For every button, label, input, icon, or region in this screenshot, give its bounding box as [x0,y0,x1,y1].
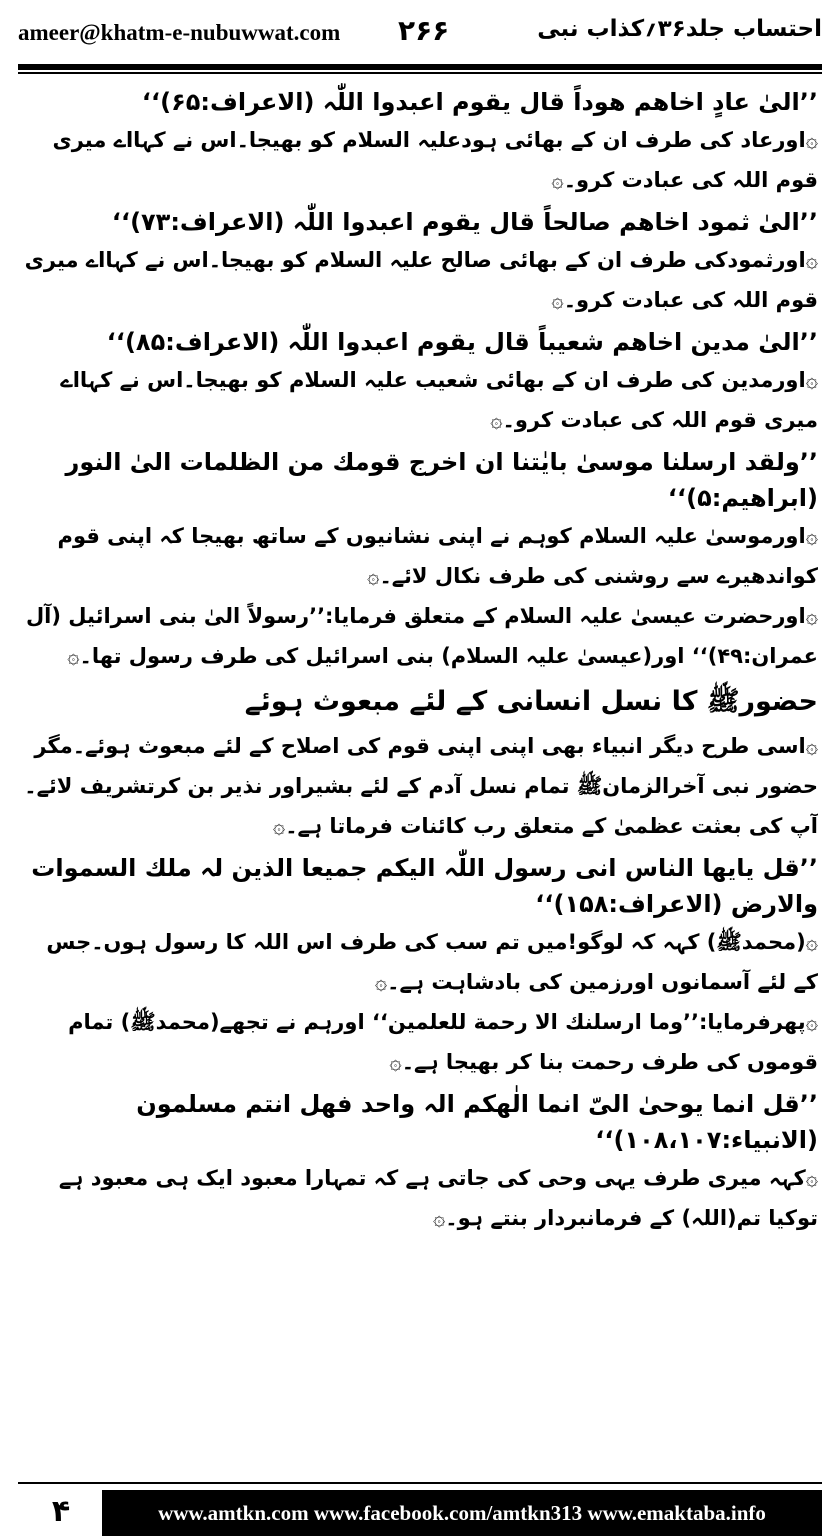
ornament-icon: ۞ [367,564,380,588]
block-text: اورحضرت عیسیٰ علیہ السلام کے متعلق فرمایا:’’رسولاً الیٰ بنی اسرائیل (آل عمران:۴۹)‘‘ اور(عیسیٰ علیہ السلام) بنی اسرائیل کی طرف رسول تھا۔ [25,604,818,668]
arabic-verse [22,204,818,240]
ornament-icon: ۞ [805,1166,818,1190]
urdu-translation [22,1002,818,1082]
urdu-translation [22,516,818,596]
block-text: اورعاد کی طرف ان کے بھائی ہودعلیہ السلام کو بھیجا۔اس نے کہااے میری قوم اللہ کی عبادت کرو۔ [52,128,818,192]
footer-links: www.amtkn.com www.facebook.com/amtkn313 www.emaktaba.info [102,1490,822,1536]
book-title: احتساب جلد۳۶؍کذاب نبی [537,16,822,42]
ornament-icon: ۞ [805,128,818,152]
urdu-translation [22,360,818,440]
block-text: ’’الیٰ عادٍ اخاھم ھوداً قال یقوم اعبدوا اللّٰہ (الاعراف:۶۵)‘‘ [141,88,818,116]
urdu-translation [22,1158,818,1238]
footer-rule [18,1482,822,1484]
page-footer [18,1482,822,1536]
page-content [22,80,818,1450]
ornament-icon: ۞ [805,734,818,758]
ornament-icon: ۞ [432,1206,446,1230]
ornament-icon: ۞ [805,248,818,272]
ornament-icon: ۞ [805,604,818,628]
ornament-icon: ۞ [389,1050,402,1074]
ornament-icon: ۞ [805,1010,818,1034]
block-text: ’’الیٰ ثمود اخاھم صالحاً قال یقوم اعبدوا اللّٰہ (الاعراف:۷۳)‘‘ [111,208,818,236]
urdu-translation [22,922,818,1002]
urdu-translation [22,596,818,676]
urdu-translation [22,726,818,846]
block-text: ’’قل یایھا الناس انی رسول اللّٰہ الیکم جمیعا الذین لہ ملك السموات والارض (الاعراف:۱۵۸)‘‘ [31,854,818,918]
footer-number: ۴ [51,1494,71,1529]
ornament-icon: ۞ [490,408,503,432]
block-text: ’’قل انما یوحیٰ الیّ انما الٰھکم الہ واحد فھل انتم مسلمون (الانبیاء:۱۰۸،۱۰۷)‘‘ [136,1090,818,1154]
block-text: اورموسیٰ علیہ السلام کوہم نے اپنی نشانیوں کے ساتھ بھیجا کہ اپنی قوم کواندھیرے سے روشنی کی طرف نکال لائے۔ [57,524,818,588]
ornament-icon: ۞ [805,524,818,548]
block-text: کہہ میری طرف یہی وحی کی جاتی ہے کہ تمہارا معبود ایک ہی معبود ہے توکیا تم(اللہ) کے فرمانبردار بنتے ہو۔ [58,1166,818,1230]
block-text: حضورﷺ کا نسل انسانی کے لئے مبعوث ہوئے [244,686,818,717]
urdu-translation [22,240,818,320]
arabic-verse [22,324,818,360]
page-header [18,0,822,70]
ornament-icon: ۞ [551,288,564,312]
header-email: ameer@khatm-e-nubuwwat.com [18,20,341,45]
section-heading [22,680,818,724]
arabic-verse [22,850,818,922]
urdu-translation [22,120,818,200]
header-rule-thick [18,64,822,70]
block-text: ’’الیٰ مدین اخاھم شعیباً قال یقوم اعبدوا اللّٰہ (الاعراف:۸۵)‘‘ [106,328,818,356]
block-text: ’’ولقد ارسلنا موسیٰ بایٰتنا ان اخرج قومك من الظلمات الیٰ النور (ابراھیم:۵)‘‘ [65,448,818,512]
ornament-icon: ۞ [805,368,818,392]
block-text: (محمدﷺ) کہہ کہ لوگو!میں تم سب کی طرف اس اللہ کا رسول ہوں۔جس کے لئے آسمانوں اورزمین کی بادشاہت ہے۔ [46,930,818,994]
arabic-verse [22,1086,818,1158]
block-text: اسی طرح دیگر انبیاء بھی اپنی اپنی قوم کی اصلاح کے لئے مبعوث ہوئے۔مگر حضور نبی آخرالزمانﷺ تمام نسل آدم کے لئے بشیراور نذیر بن کرتشریف لائے۔آپ کی بعثت عظمیٰ کے متعلق رب کائنات فرماتا ہے۔ [24,734,818,838]
ornament-icon: ۞ [551,168,564,192]
arabic-verse [22,84,818,120]
arabic-verse [22,444,818,516]
ornament-icon: ۞ [805,930,818,954]
ornament-icon: ۞ [272,814,286,838]
block-text: اورثمودکی طرف ان کے بھائی صالح علیہ السلام کو بھیجا۔اس نے کہااے میری قوم اللہ کی عبادت کرو۔ [24,248,818,312]
page-number: ۲۶۶ [398,14,450,47]
block-text: پھرفرمایا:’’وما ارسلنك الا رحمة للعلمین‘‘ اورہم نے تجھے(محمدﷺ) تمام قوموں کی طرف رحمت بنا کر بھیجا ہے۔ [68,1010,818,1074]
block-text: اورمدین کی طرف ان کے بھائی شعیب علیہ السلام کو بھیجا۔اس نے کہااے میری قوم اللہ کی عبادت کرو۔ [60,368,818,432]
ornament-icon: ۞ [374,970,388,994]
header-rule-thin [18,72,822,74]
ornament-icon: ۞ [67,644,80,668]
